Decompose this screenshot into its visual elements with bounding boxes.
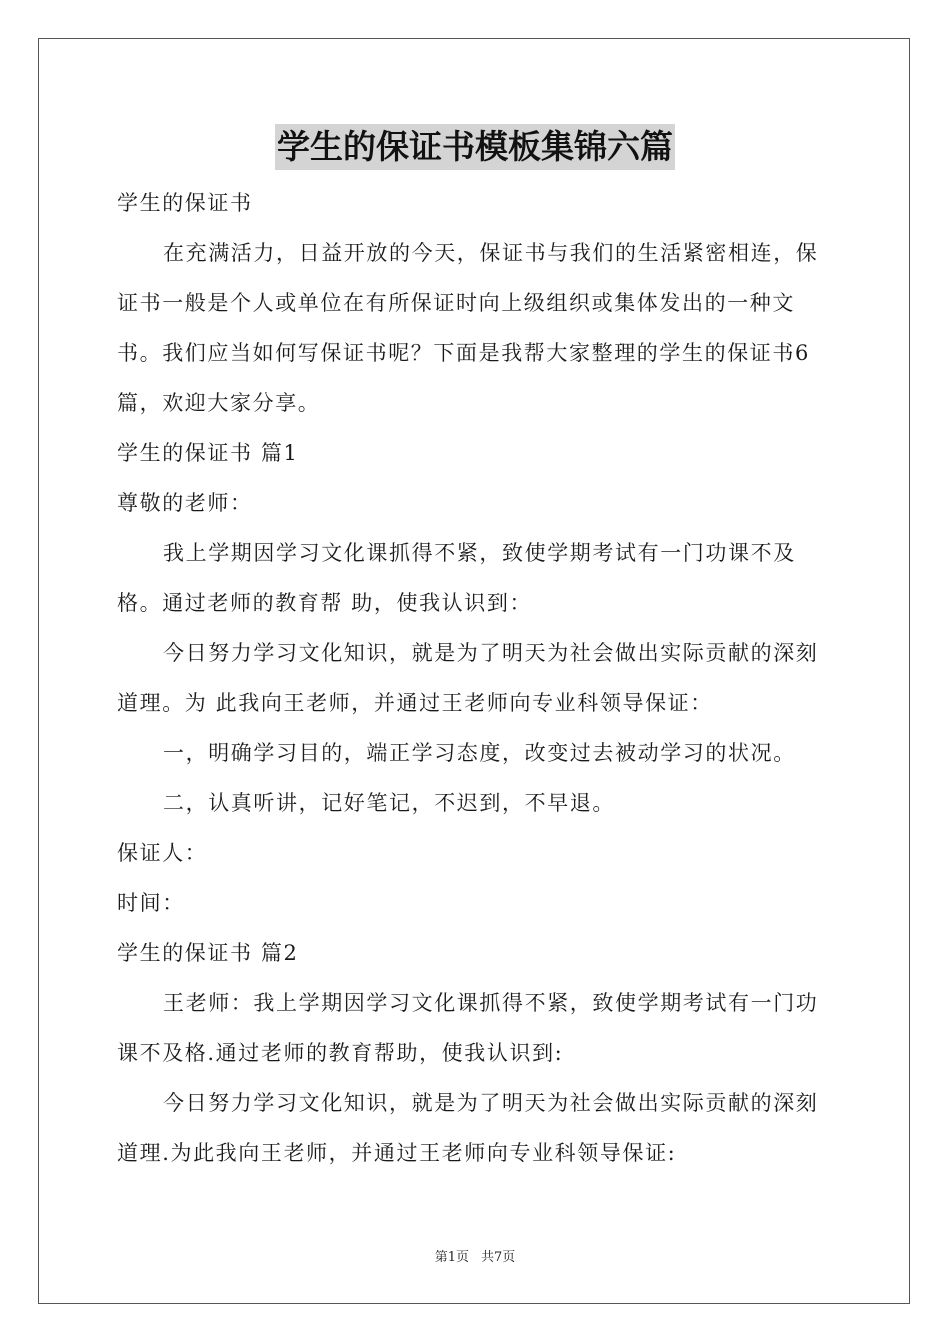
list-item: 一，明确学习目的，端正学习态度，改变过去被动学习的状况。	[163, 741, 796, 765]
paragraph-body: 今日努力学习文化知识，就是为了明天为社会做出实际贡献的深刻道理.为此我向王老师，并通过王老师向专业科领导保证:	[117, 1091, 819, 1165]
paragraph-body: 今日努力学习文化知识，就是为了明天为社会做出实际贡献的深刻道理。为 此我向王老师，并通过王老师向专业科领导保证：	[117, 641, 819, 715]
section-heading-2: 学生的保证书 篇2	[117, 941, 299, 965]
paragraph-heading: 学生的保证书	[117, 191, 253, 215]
page-number: 第1页	[434, 1250, 469, 1265]
page-footer	[0, 1246, 950, 1265]
section-heading-1: 学生的保证书 篇1	[117, 441, 299, 465]
paragraph-body: 我上学期因学习文化课抓得不紧，致使学期考试有一门功课不及格。通过老师的教育帮 助，使我认识到：	[117, 541, 796, 615]
document-body	[117, 178, 833, 1178]
document-title: 学生的保证书模板集锦六篇	[275, 124, 675, 170]
page-total: 共7页	[481, 1250, 516, 1265]
salutation: 尊敬的老师：	[117, 491, 253, 515]
paragraph-intro: 在充满活力，日益开放的今天，保证书与我们的生活紧密相连，保证书一般是个人或单位在有所保证时向上级组织或集体发出的一种文书。我们应当如何写保证书呢？下面是我帮大家整理的学生的保证书6篇，欢迎大家分享。	[117, 241, 819, 415]
paragraph-body: 王老师：我上学期因学习文化课抓得不紧，致使学期考试有一门功课不及格.通过老师的教育帮助，使我认识到:	[117, 991, 819, 1065]
signature-label: 保证人：	[117, 841, 208, 865]
list-item: 二，认真听讲，记好笔记，不迟到，不早退。	[163, 791, 615, 815]
date-label: 时间：	[117, 891, 185, 915]
title-container	[0, 124, 950, 170]
